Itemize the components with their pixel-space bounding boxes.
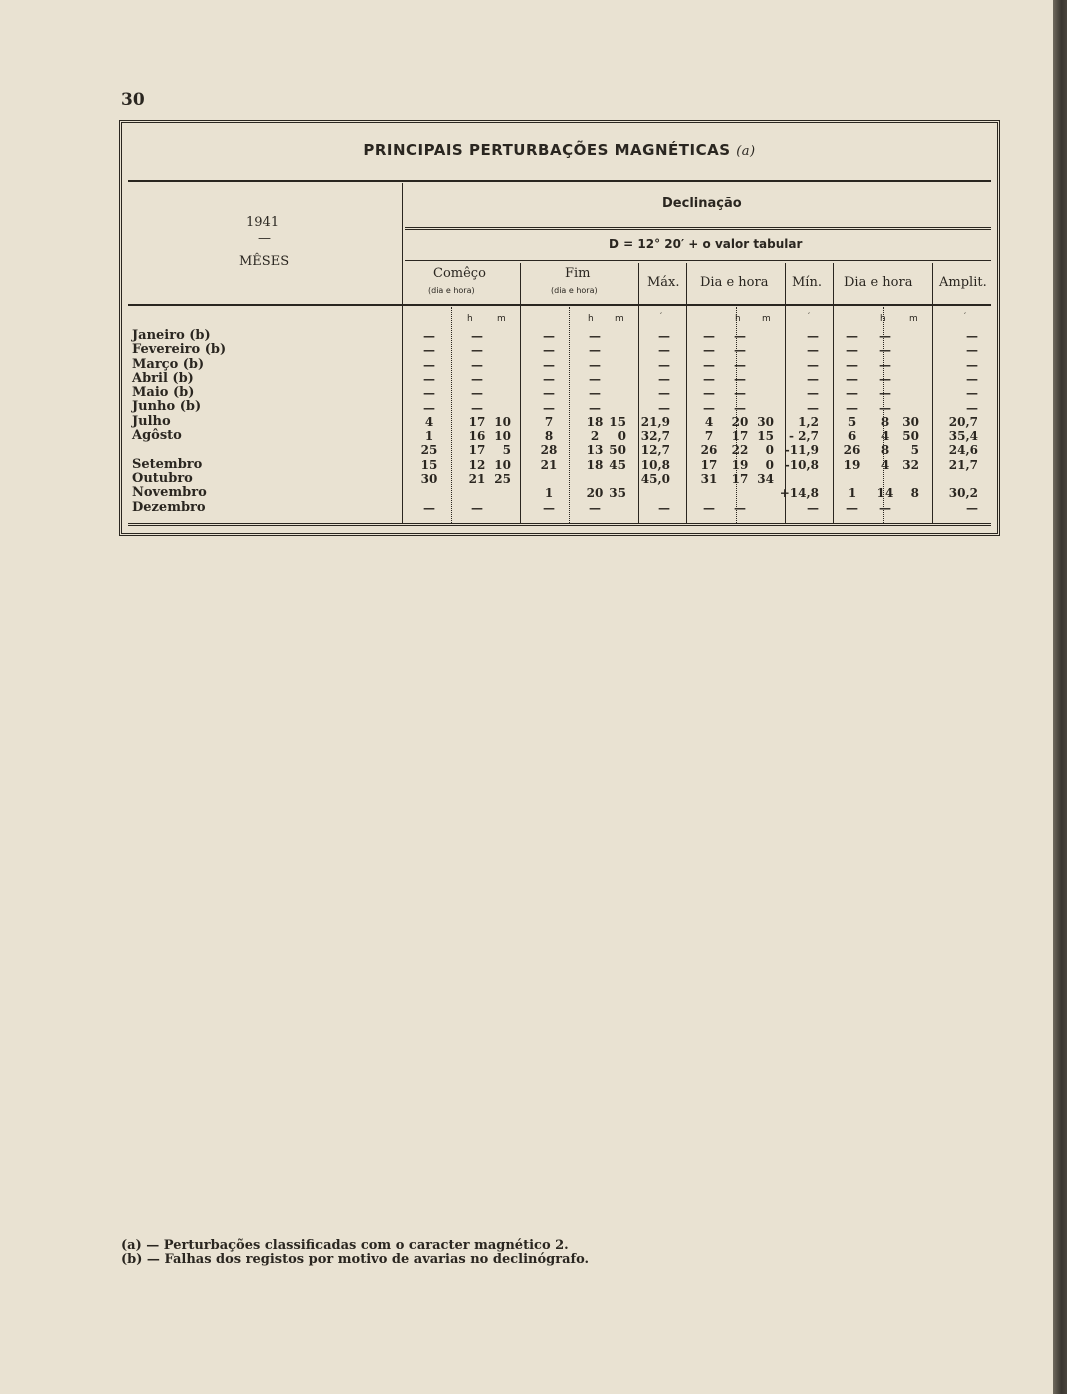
table-cell: -11,9 bbox=[784, 443, 819, 458]
table-cell: — bbox=[846, 386, 858, 401]
table-cell: 21 bbox=[540, 457, 558, 472]
table-cell: 45 bbox=[609, 457, 626, 472]
table-cell: 8 bbox=[880, 414, 890, 429]
table-cell: 12 bbox=[468, 457, 486, 472]
table-cell: — bbox=[879, 386, 891, 401]
table-cell: — bbox=[807, 386, 819, 401]
year-label: 1941 bbox=[246, 215, 280, 230]
table-cell: 13 bbox=[586, 443, 604, 458]
table-cell: 28 bbox=[540, 443, 558, 458]
rule-table-bottom bbox=[128, 523, 991, 526]
rule-under-headers bbox=[128, 304, 991, 306]
unit-amplit: ′ bbox=[964, 312, 967, 322]
col-header-max: Máx. bbox=[647, 275, 680, 290]
table-title-text: PRINCIPAIS PERTURBAÇÕES MAGNÉTICAS bbox=[363, 141, 731, 159]
unit-comeco-m: m bbox=[497, 314, 506, 324]
table-cell: — bbox=[658, 400, 670, 415]
table-cell: 2 bbox=[590, 429, 600, 444]
months-header: MÊSES bbox=[239, 254, 290, 269]
table-cell: 6 bbox=[847, 429, 857, 444]
page-number: 30 bbox=[121, 90, 145, 110]
table-cell: 7 bbox=[704, 429, 714, 444]
table-cell: — bbox=[703, 329, 715, 343]
declinacao-header: Declinação bbox=[662, 196, 742, 211]
footnote-b: (b) — Falhas dos registos por motivo de avarias no declinógrafo. bbox=[121, 1252, 590, 1267]
table-cell: 30,2 bbox=[948, 486, 978, 501]
unit-dh2-h: h bbox=[880, 314, 886, 324]
table-cell: 30 bbox=[902, 414, 919, 429]
table-cell: — bbox=[966, 329, 978, 343]
table-cell: 0 bbox=[765, 443, 774, 458]
table-cell: — bbox=[703, 400, 715, 415]
unit-dh1-m: m bbox=[762, 314, 771, 324]
table-cell: 50 bbox=[902, 429, 919, 444]
table-cell: — bbox=[846, 400, 858, 415]
table-cell: — bbox=[423, 357, 435, 372]
unit-dh2-m: m bbox=[909, 314, 918, 324]
month-name: Julho bbox=[132, 413, 171, 429]
table-cell: 8 bbox=[880, 443, 890, 458]
unit-fim-h: h bbox=[588, 314, 594, 324]
table-cell: — bbox=[846, 371, 858, 386]
footnotes bbox=[121, 1239, 589, 1267]
table-cell: 20 bbox=[731, 414, 749, 429]
table-cell: - 2,7 bbox=[788, 429, 819, 444]
table-cell: — bbox=[966, 400, 978, 415]
table-cell: 14 bbox=[876, 486, 894, 501]
rule-under-formula bbox=[405, 260, 991, 261]
table-cell: — bbox=[879, 371, 891, 386]
table-cell: — bbox=[966, 386, 978, 401]
rule-under-title bbox=[128, 180, 991, 182]
table-cell: — bbox=[879, 357, 891, 372]
table-cell: 50 bbox=[609, 443, 626, 458]
table-cell: — bbox=[589, 357, 601, 372]
table-cell: 0 bbox=[765, 457, 774, 472]
col-header-comeco: Comêço bbox=[433, 266, 486, 281]
table-cell: 20 bbox=[586, 486, 604, 501]
formula-header: D = 12° 20′ + o valor tabular bbox=[609, 237, 803, 251]
table-cell: — bbox=[807, 343, 819, 358]
table-cell: — bbox=[423, 386, 435, 401]
table-cell: 25 bbox=[420, 443, 438, 458]
table-cell: — bbox=[807, 500, 819, 515]
table-cell: — bbox=[807, 357, 819, 372]
table-cell: 32,7 bbox=[640, 429, 670, 444]
table-cell: — bbox=[703, 343, 715, 358]
table-cell: 19 bbox=[731, 457, 749, 472]
table-cell: — bbox=[543, 400, 555, 415]
month-name: Agôsto bbox=[132, 428, 182, 444]
table-cell: 35,4 bbox=[948, 429, 978, 444]
table-cell: — bbox=[846, 500, 858, 515]
table-cell: -10,8 bbox=[784, 457, 819, 472]
month-name: Abril (b) bbox=[132, 370, 194, 386]
table-cell: — bbox=[846, 357, 858, 372]
table-cell: 1 bbox=[544, 486, 554, 501]
table-cell: 15 bbox=[757, 429, 774, 444]
table-cell: 35 bbox=[609, 486, 626, 501]
table-cell: — bbox=[589, 400, 601, 415]
table-cell: 5 bbox=[847, 414, 857, 429]
table-cell: — bbox=[966, 357, 978, 372]
table-cell: — bbox=[589, 386, 601, 401]
table-cell: — bbox=[543, 357, 555, 372]
table-cell: — bbox=[846, 343, 858, 358]
table-cell: — bbox=[734, 386, 746, 401]
month-name: Dezembro bbox=[132, 499, 206, 515]
table-cell: — bbox=[471, 386, 483, 401]
table-cell: 15 bbox=[420, 457, 438, 472]
table-cell: — bbox=[543, 386, 555, 401]
table-cell: 30 bbox=[757, 414, 774, 429]
table-cell: 24,6 bbox=[948, 443, 978, 458]
table-cell: — bbox=[589, 500, 601, 515]
table-cell: 20,7 bbox=[948, 414, 978, 429]
table-cell: — bbox=[879, 400, 891, 415]
table-cell: — bbox=[703, 500, 715, 515]
table-cell: — bbox=[703, 386, 715, 401]
page-edge-shadow bbox=[1053, 0, 1067, 1394]
table-cell: 17 bbox=[731, 429, 749, 444]
table-cell: — bbox=[423, 329, 435, 343]
month-name: Maio (b) bbox=[132, 385, 195, 401]
table-cell: — bbox=[658, 500, 670, 515]
table-cell: — bbox=[543, 500, 555, 515]
month-name bbox=[132, 443, 226, 457]
table-cell: — bbox=[966, 500, 978, 515]
table-cell: 31 bbox=[700, 472, 718, 486]
month-name: Junho (b) bbox=[132, 399, 202, 415]
table-cell: — bbox=[658, 386, 670, 401]
table-cell: 1 bbox=[424, 429, 434, 444]
table-cell: 30 bbox=[420, 472, 438, 486]
rule-under-declinacao bbox=[405, 227, 991, 230]
table-cell: 34 bbox=[757, 472, 774, 486]
table-cell: 26 bbox=[700, 443, 718, 458]
unit-comeco-h: h bbox=[467, 314, 473, 324]
table-cell: 19 bbox=[843, 457, 861, 472]
table-cell: — bbox=[423, 371, 435, 386]
table-cell: — bbox=[966, 343, 978, 358]
month-name: Novembro bbox=[132, 485, 207, 501]
table-cell: 10 bbox=[494, 457, 511, 472]
table-cell: — bbox=[734, 371, 746, 386]
table-cell: 26 bbox=[843, 443, 861, 458]
table-cell: — bbox=[423, 343, 435, 358]
table-cell: 21 bbox=[468, 472, 486, 486]
table-cell: — bbox=[734, 500, 746, 515]
table-cell: — bbox=[589, 371, 601, 386]
table-cell: — bbox=[807, 371, 819, 386]
month-list bbox=[132, 329, 226, 515]
table-cell: 1 bbox=[847, 486, 857, 501]
table-cell: — bbox=[543, 329, 555, 343]
table-cell: 10 bbox=[494, 414, 511, 429]
month-name: Janeiro (b) bbox=[132, 328, 211, 343]
table-cell: — bbox=[879, 500, 891, 515]
table-cell: — bbox=[658, 357, 670, 372]
table-cell: 18 bbox=[586, 457, 604, 472]
table-cell: — bbox=[423, 400, 435, 415]
table-cell: — bbox=[846, 329, 858, 343]
col-header-amplit: Amplit. bbox=[939, 275, 987, 290]
table-cell: — bbox=[658, 343, 670, 358]
table-cell: — bbox=[471, 343, 483, 358]
table-cell: — bbox=[807, 400, 819, 415]
table-cell: 32 bbox=[902, 457, 919, 472]
table-cell: — bbox=[423, 500, 435, 515]
table-cell: 4 bbox=[880, 457, 890, 472]
unit-min: ′ bbox=[808, 312, 811, 322]
table-cell: — bbox=[703, 357, 715, 372]
month-name: Março (b) bbox=[132, 356, 205, 372]
col-header-fim: Fim bbox=[565, 266, 591, 281]
table-cell: 10 bbox=[494, 429, 511, 444]
col-header-min: Mín. bbox=[792, 275, 822, 290]
table-cell: 21,7 bbox=[948, 457, 978, 472]
table-cell: 17 bbox=[731, 472, 749, 486]
table-cell: — bbox=[734, 329, 746, 343]
table-cell: — bbox=[879, 343, 891, 358]
table-cell: — bbox=[734, 357, 746, 372]
table-cell: 7 bbox=[544, 414, 554, 429]
table-cell: — bbox=[658, 329, 670, 343]
table-cell: — bbox=[589, 329, 601, 343]
table-cell: 1,2 bbox=[798, 414, 819, 429]
table-cell: — bbox=[734, 400, 746, 415]
table-cell: 8 bbox=[544, 429, 554, 444]
table-frame bbox=[119, 120, 1000, 536]
table-cell: 12,7 bbox=[640, 443, 670, 458]
table-cell: — bbox=[879, 329, 891, 343]
table-cell: 5 bbox=[502, 443, 511, 458]
table-cell: — bbox=[966, 371, 978, 386]
month-name: Setembro bbox=[132, 456, 203, 472]
table-cell: 15 bbox=[609, 414, 626, 429]
table-cell: +14,8 bbox=[779, 486, 819, 501]
table-cell: 45,0 bbox=[640, 472, 670, 486]
table-cell: 5 bbox=[910, 443, 919, 458]
table-cell: 17 bbox=[700, 457, 718, 472]
table-title bbox=[122, 141, 997, 159]
table-cell: — bbox=[658, 371, 670, 386]
month-name: Fevereiro (b) bbox=[132, 342, 227, 358]
table-cell: 8 bbox=[910, 486, 919, 501]
table-cell: — bbox=[471, 357, 483, 372]
table-cell: — bbox=[471, 329, 483, 343]
table-cell: — bbox=[703, 371, 715, 386]
table-cell: — bbox=[471, 400, 483, 415]
table-cell: 16 bbox=[468, 429, 486, 444]
col-header-dia-hora-1: Dia e hora bbox=[700, 275, 769, 290]
table-cell: — bbox=[807, 329, 819, 343]
table-cell: 4 bbox=[704, 414, 714, 429]
footnote-a: (a) — Perturbações classificadas com o caracter magnético 2. bbox=[121, 1238, 569, 1253]
table-cell: 25 bbox=[494, 472, 511, 486]
col-header-dia-hora-2: Dia e hora bbox=[844, 275, 913, 290]
col-header-comeco-sub: (dia e hora) bbox=[428, 286, 475, 295]
table-cell: — bbox=[589, 343, 601, 358]
table-cell: 10,8 bbox=[640, 457, 670, 472]
month-name: Outubro bbox=[132, 470, 193, 486]
table-cell: — bbox=[543, 343, 555, 358]
unit-dh1-h: h bbox=[735, 314, 741, 324]
table-title-note: (a) bbox=[736, 144, 756, 159]
table-cell: — bbox=[471, 371, 483, 386]
table-cell: 18 bbox=[586, 414, 604, 429]
unit-max: ′ bbox=[660, 312, 663, 322]
table-cell: — bbox=[734, 343, 746, 358]
table-cell: 4 bbox=[424, 414, 434, 429]
table-cell: 4 bbox=[880, 429, 890, 444]
unit-fim-m: m bbox=[615, 314, 624, 324]
table-cell: 21,9 bbox=[640, 414, 670, 429]
table-cell: 0 bbox=[617, 429, 626, 444]
table-cell: — bbox=[543, 371, 555, 386]
col-header-fim-sub: (dia e hora) bbox=[551, 286, 598, 295]
year-dash: — bbox=[258, 231, 271, 246]
table-cell: — bbox=[471, 500, 483, 515]
table-cell: 22 bbox=[731, 443, 749, 458]
table-cell: 17 bbox=[468, 414, 486, 429]
table-cell: 17 bbox=[468, 443, 486, 458]
